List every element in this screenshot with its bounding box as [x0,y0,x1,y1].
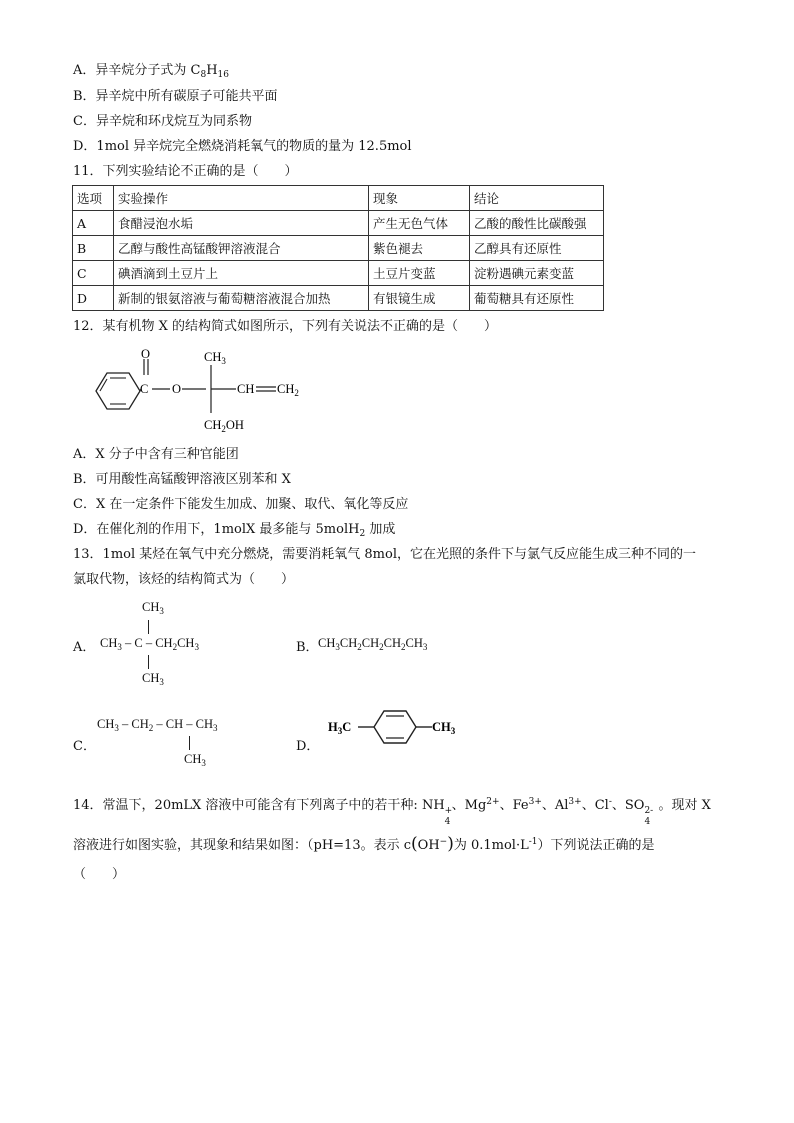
formula-a-bond-bottom [148,655,149,669]
header-cell: 结论 [470,186,604,211]
q13-label-a: A． [73,640,96,655]
table-cell: D [73,286,114,311]
right-methyl: $CH_3$ [432,720,456,736]
formula-c-bottom: $CH_3$ [184,752,206,768]
q12-option-b: B．可用酸性高锰酸钾溶液区别苯和 X [73,472,291,487]
q12-option-c: C．X 在一定条件下能发生加成、加聚、取代、氧化等反应 [73,497,409,512]
formula-a-bottom: $CH_3$ [142,671,164,687]
vinyl-ch: CH [237,382,255,396]
q13-label-c: C． [73,739,96,754]
compound-x-structure [74,343,314,438]
table-cell: 乙醇与酸性高锰酸钾溶液混合 [114,236,369,261]
table-row [73,261,604,286]
q13-stem-line2: 氯取代物，该烃的结构简式为（ ） [73,572,295,587]
table-cell: 碘酒滴到土豆片上 [114,261,369,286]
table-cell: 食醋浸泡水垢 [114,211,369,236]
formula-a-top: $CH_3$ [142,600,164,616]
table-cell: 土豆片变蓝 [369,261,470,286]
q10-option-c: C．异辛烷和环戊烷互为同系物 [73,114,252,129]
q12-option-d: D．在催化剂的作用下，1molX 最多能与 5molH$_2$ 加成 [73,522,396,539]
table-cell: 乙醇具有还原性 [470,236,604,261]
ester-oxygen: O [172,382,182,396]
header-cell: 现象 [369,186,470,211]
table-header-row [73,186,604,211]
table-cell: B [73,236,114,261]
methyl-group: $CH_3$ [204,350,226,366]
formula-a-bond-top [148,620,149,634]
table-cell: 有银镜生成 [369,286,470,311]
formula-c-main: $CH_3 - CH_2$ – CH – $CH_3$ [97,717,218,733]
para-xylene-structure [328,705,468,749]
table-row [73,236,604,261]
q13-label-b: B． [296,640,319,655]
formula-b: $CH_3CH_2CH_2CH_2CH_3$ [318,636,428,652]
table-cell: 葡萄糖具有还原性 [470,286,604,311]
carbonyl-carbon: C [140,382,149,396]
table-cell: 紫色褪去 [369,236,470,261]
table-cell: A [73,211,114,236]
q10-option-b: B．异辛烷中所有碳原子可能共平面 [73,89,278,104]
table-cell: 淀粉遇碘元素变蓝 [470,261,604,286]
q14-line3: （ ） [73,867,126,882]
header-cell: 选项 [73,186,114,211]
q13-stem-line1: 13．1mol 某烃在氧气中充分燃烧，需要消耗氧气 8mol，它在光照的条件下与氯气反应能生成三种不同的一 [73,547,696,562]
q14-line1: 14．常温下，20mLX 溶液中可能含有下列离子中的若干种: NH + 4 、$Mg^{2+}$、$Fe^{3+}$、$Al^{3+}$、Cl-、SO 2- 4 。现对 X [73,797,711,827]
q11-stem: 11．下列实验结论不正确的是（ ） [73,164,298,179]
q12-option-a: A．X 分子中含有三种官能团 [73,447,239,462]
table-cell: 产生无色气体 [369,211,470,236]
q12-stem: 12．某有机物 X 的结构简式如图所示，下列有关说法不正确的是（ ） [73,319,498,334]
formula-c-bond [189,736,190,750]
table-cell: C [73,261,114,286]
table-cell: 新制的银氨溶液与葡萄糖溶液混合加热 [114,286,369,311]
table-cell: 乙酸的酸性比碳酸强 [470,211,604,236]
q14-line2: 溶液进行如图实验，其现象和结果如图：（pH=13。表示 c(OH−)为 $0.1mol\cdot L^{-1}$）下列说法正确的是 [73,834,655,854]
table-row [73,211,604,236]
q10-option-d: D．1mol 异辛烷完全燃烧消耗氧气的物质的量为 12.5mol [73,139,412,154]
vinyl-ch2: $CH_2$ [277,382,299,398]
q10-option-a: A．异辛烷分子式为 $C_8H_{16}$ [73,63,229,80]
header-cell: 实验操作 [114,186,369,211]
q13-label-d: D． [296,739,320,754]
carbonyl-oxygen: O [141,347,151,361]
hydroxymethyl-group: $CH_2OH$ [204,418,244,434]
left-methyl: $H_3C$ [328,720,352,736]
experiment-table [72,185,604,311]
formula-a-main: $CH_3$ – C – $CH_2CH_3$ [100,636,199,652]
table-row [73,286,604,311]
